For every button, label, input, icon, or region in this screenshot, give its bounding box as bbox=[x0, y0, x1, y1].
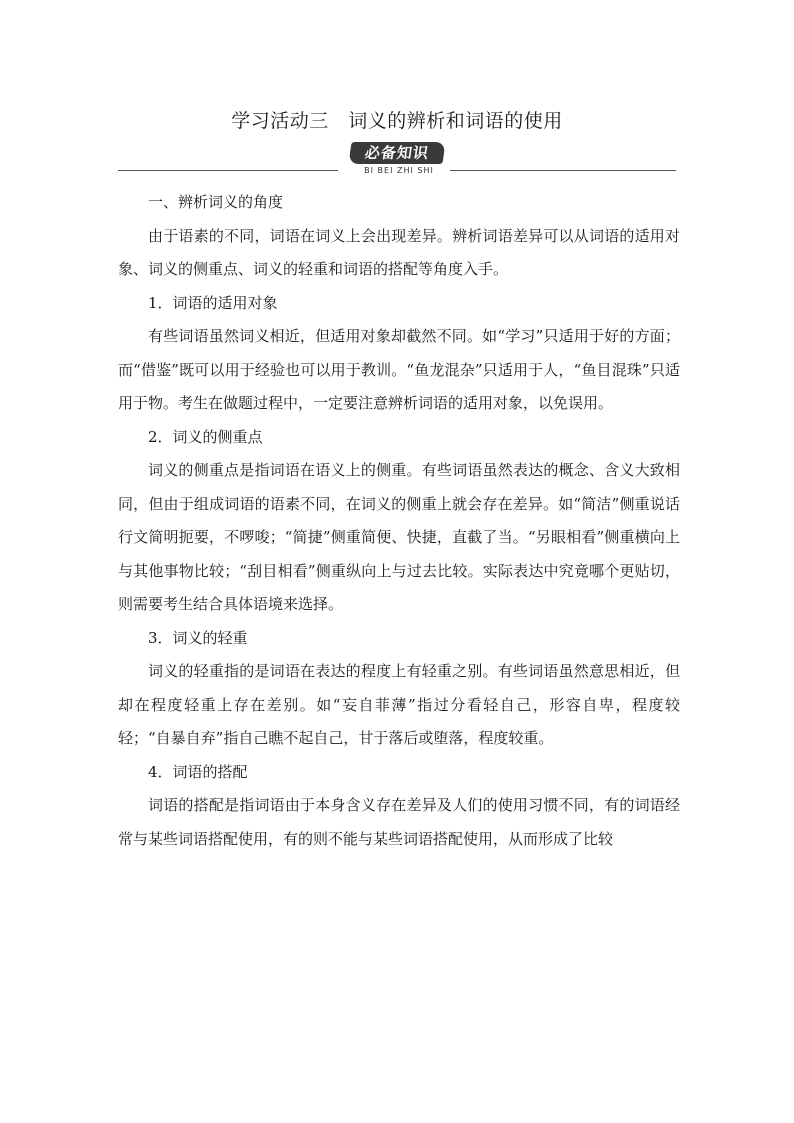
subheading: 1．词语的适用对象 bbox=[148, 293, 278, 312]
paragraph: 词语的搭配是指词语由于本身含义存在差异及人们的使用习惯不同，有的词语经常与某些词语搭配使用，有的则不能与某些词语搭配使用，从而形成了比较 bbox=[118, 796, 680, 848]
section-banner bbox=[118, 142, 676, 182]
banner-rule-right bbox=[450, 170, 676, 171]
banner-badge: 必备知识 bbox=[348, 142, 445, 164]
paragraph: 由于语素的不同，词语在词义上会出现差异。辨析词语差异可以从词语的适用对象、词义的侧重点、词义的轻重和词语的搭配等角度入手。 bbox=[118, 226, 680, 278]
subheading: 3．词义的轻重 bbox=[148, 628, 248, 647]
banner-pinyin: BI BEI ZHI SHI bbox=[364, 166, 434, 175]
paragraph: 词义的侧重点是指词语在语义上的侧重。有些词语虽然表达的概念、含义大致相同，但由于组成词语的语素不同，在词义的侧重上就会存在差异。如“简洁”侧重说话行文简明扼要，不啰唆；“简捷”侧重简便、快捷，直截了当。“另眼相看”侧重横向上与其他事物比较；“刮目相看”侧重纵向上与过去比较。实际表达中究竟哪个更贴切，则需要考生结合具体语境来选择。 bbox=[118, 461, 680, 613]
banner-rule-left bbox=[118, 170, 338, 171]
subheading: 2．词义的侧重点 bbox=[148, 427, 263, 446]
section-heading: 一、辨析词义的角度 bbox=[148, 193, 284, 211]
page-title: 学习活动三 词义的辨析和词语的使用 bbox=[231, 110, 563, 132]
paragraph: 词义的轻重指的是词语在表达的程度上有轻重之别。有些词语虽然意思相近，但却在程度轻重上存在差别。如“妄自菲薄”指过分看轻自己，形容自卑，程度较轻；“自暴自弃”指自己瞧不起自己，甘于落后或堕落，程度较重。 bbox=[118, 662, 680, 747]
paragraph: 有些词语虽然词义相近，但适用对象却截然不同。如“学习”只适用于好的方面；而“借鉴”既可以用于经验也可以用于教训。“鱼龙混杂”只适用于人，“鱼目混珠”只适用于物。考生在做题过程中，一定要注意辨析词语的适用对象，以免误用。 bbox=[118, 327, 680, 412]
body-text bbox=[118, 186, 680, 856]
subheading: 4．词语的搭配 bbox=[148, 762, 248, 781]
